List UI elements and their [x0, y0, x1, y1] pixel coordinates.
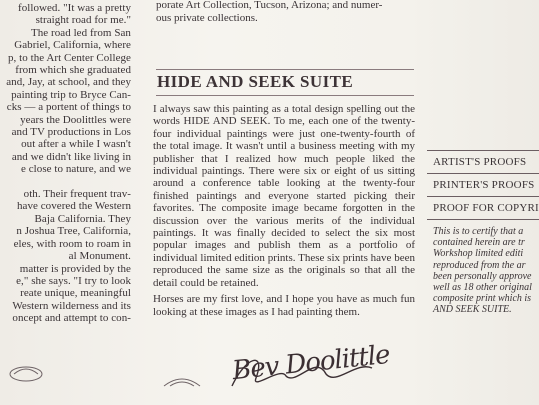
printers-proofs-row: PRINTER'S PROOFS	[427, 173, 539, 196]
intro-text	[156, 0, 418, 24]
left-text-line: straight road for me."	[35, 14, 131, 27]
left-text-line: oncept and attempt to con-	[12, 312, 131, 325]
body-paragraph: Horses are my first love, and I hope you have as much fun looking at these images as I had painting them.	[153, 293, 415, 318]
left-text-line: e close to nature, and we	[21, 163, 131, 176]
left-text-line: painting trip to Bryce Can-	[11, 88, 131, 101]
left-text-lines	[0, 2, 131, 325]
certification-line: AND SEEK SUITE.	[433, 304, 512, 316]
title-rule-top	[156, 69, 414, 70]
left-text-line: cks — a portent of things to	[6, 101, 131, 114]
certification-line: well as 18 other original	[433, 282, 532, 294]
intro-line: ous private collections.	[156, 11, 258, 24]
left-text-line: matter is provided by the	[19, 262, 131, 275]
left-text-line: and TV productions in Los	[11, 126, 131, 139]
body-paragraph: I always saw this painting as a total design spelling out the words HIDE AND SEEK. To me, each one of the twenty-four individual paintings were just one-twenty-fourth of the total image. It wasn't until a business meeting with my publisher that I realized how much people liked the individual paintings. There were six or eight of us sitting around a conference table looking at the twenty-four finished paintings and everyone started picking their favorites. The composite image became forgotten in the discussion over the various merits of the individual paintings. It was finally decided to select the six most popular images and publish them as a portfolio of individual limited edition prints. These six prints have been reproduced the same size as the originals so that all the detail could be retained.	[153, 103, 415, 289]
title-rule-bottom	[156, 95, 414, 96]
left-text-line: The road led from San	[30, 26, 131, 39]
left-text-line: p, to the Art Center College	[8, 51, 131, 64]
left-text-line: years the Doolittles were	[20, 113, 131, 126]
left-text-line: al Monument.	[68, 250, 131, 263]
left-text-line: reate unique, meaningful	[20, 287, 131, 300]
left-text-column	[0, 0, 133, 405]
left-text-line: and, Jay, at school, and they	[6, 76, 131, 89]
left-text-line: eles, with room to roam in	[13, 237, 131, 250]
certification-line: been personally approve	[433, 270, 532, 282]
certification-line: reproduced from the ar	[433, 259, 526, 271]
proof-panel	[427, 150, 539, 350]
left-text-line: and we didn't like living in	[11, 150, 131, 163]
left-text-line: from which she graduated	[15, 64, 131, 77]
paragraph-gap	[0, 176, 131, 188]
left-text-line: followed. "It was a pretty	[17, 2, 131, 14]
certification-line: contained herein are tr	[433, 237, 525, 249]
ornament-middle	[160, 372, 204, 390]
left-text-line: oth. Their frequent trav-	[23, 188, 131, 201]
certification-text	[433, 226, 539, 316]
left-text-line: have covered the Western	[16, 200, 131, 213]
intro-line: porate Art Collection, Tucson, Arizona; and numer-	[156, 0, 383, 11]
certification-line: Workshop limited editi	[433, 248, 524, 260]
artists-proofs-row: ARTIST'S PROOFS	[427, 150, 539, 173]
section-body	[153, 103, 415, 318]
left-text-line: e," she says. "I try to look	[16, 274, 131, 287]
ornament-left	[6, 360, 46, 384]
section-title: HIDE AND SEEK SUITE	[157, 72, 354, 91]
certification-line: This is to certify that a	[433, 226, 524, 237]
left-text-line: Western wilderness and its	[12, 299, 131, 312]
left-text-line: out after a while I wasn't	[21, 138, 131, 151]
left-text-line: n Joshua Tree, California,	[16, 225, 131, 238]
left-text-line: Gabriel, California, where	[14, 39, 131, 52]
certification-line: composite print which is	[433, 293, 532, 305]
artist-signature: Bev Doolittle	[230, 339, 391, 387]
copyright-proof-row: PROOF FOR COPYRI	[427, 196, 539, 220]
left-text-line: Baja California. They	[34, 212, 131, 225]
